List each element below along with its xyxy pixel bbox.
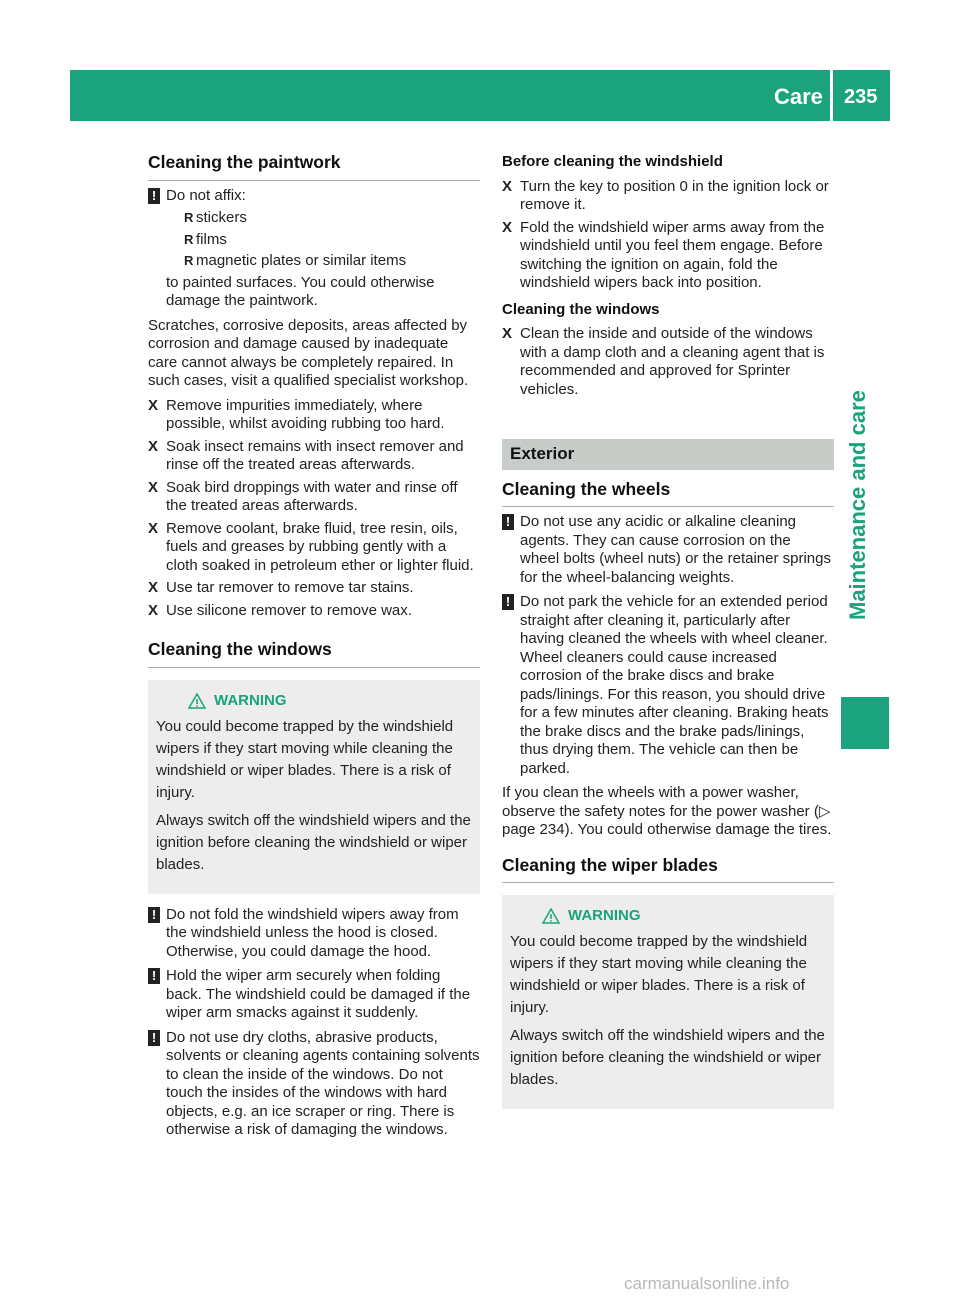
exclamation-icon: ! bbox=[148, 1030, 160, 1046]
step-arrow-icon: X bbox=[148, 437, 159, 455]
warning-box bbox=[502, 895, 834, 1109]
paragraph-scratches: Scratches, corrosive deposits, areas affected by corrosion and damage caused by inadequate care cannot always be completely repaired. In such cases, visit a qualified specialist workshop. bbox=[148, 316, 469, 389]
notice: ! Hold the wiper arm securely when folding back. The windshield could be damaged if the wiper arm smacks against it suddenly. bbox=[148, 967, 480, 1023]
notice: ! Do not park the vehicle for an extended period straight after cleaning it, particularly after having cleaned the wheels with wheel cleaner. Wheel cleaners could cause increased corrosion of the brake discs and brake pads/linings. For this reason, you should drive for a few minutes after cleaning. Braking heats the brake discs and the brake pads/linings, thus drying them. The vehicle can then be parked. bbox=[502, 593, 834, 778]
side-tab-label: Maintenance and care bbox=[845, 390, 870, 620]
warning-box bbox=[148, 680, 480, 894]
heading-cleaning-wheels: Cleaning the wheels bbox=[502, 480, 834, 508]
warning-text: You could become trapped by the windshield wipers if they start moving while cleaning the windshield or wiper blades. There is a risk of injury. bbox=[510, 933, 808, 1016]
watermark: carmanualsonline.info bbox=[624, 1274, 790, 1293]
step-item: X Soak bird droppings with water and rinse off the treated areas afterwards. bbox=[148, 478, 458, 514]
heading-cleaning-windows: Cleaning the windows bbox=[148, 640, 480, 668]
warning-header bbox=[188, 690, 472, 712]
list-item: R films bbox=[184, 231, 480, 250]
section-band-exterior: Exterior bbox=[502, 439, 834, 470]
paintwork-steps bbox=[148, 397, 480, 621]
step-item: X Remove coolant, brake fluid, tree resin, oils, fuels and greases by rubbing gently with a cloth soaked in petroleum ether or lighter fluid. bbox=[148, 519, 474, 574]
heading-before-cleaning-windshield: Before cleaning the windshield bbox=[502, 153, 723, 170]
side-tab bbox=[841, 120, 889, 720]
page-header bbox=[70, 70, 890, 121]
notice: ! Do not use any acidic or alkaline cleaning agents. They can cause corrosion on the wheel bolts (wheel nuts) or the retainer springs for the wheel-balancing weights. bbox=[502, 513, 834, 587]
paragraph-power-washer: If you clean the wheels with a power washer, observe the safety notes for the power washer (▷ page 234). You could otherwise damage the tires. bbox=[502, 784, 832, 838]
notice-do-not-affix bbox=[148, 187, 480, 311]
warning-label: WARNING bbox=[214, 691, 287, 709]
exclamation-icon: ! bbox=[148, 188, 160, 204]
warning-triangle-icon bbox=[188, 693, 206, 709]
section-title: Care bbox=[774, 84, 823, 109]
left-column bbox=[148, 145, 480, 1146]
warning-text: Always switch off the windshield wipers and the ignition before cleaning the windshield or wiper blades. bbox=[510, 1027, 825, 1088]
step-item: X Use silicone remover to remove wax. bbox=[148, 601, 412, 619]
right-column bbox=[502, 145, 834, 1121]
side-tab-marker bbox=[841, 697, 889, 749]
step-item: X Remove impurities immediately, where possible, whilst avoiding rubbing too hard. bbox=[148, 396, 445, 432]
step-arrow-icon: X bbox=[148, 396, 159, 414]
warning-triangle-icon bbox=[542, 908, 560, 924]
notice: ! Do not use dry cloths, abrasive products, solvents or cleaning agents containing solvents to clean the inside of the windows. Do not touch the insides of the windows with hard objects, e.g. an ice scraper or ring. There is otherwise a risk of damaging the windows. bbox=[148, 1029, 480, 1140]
heading-cleaning-paintwork: Cleaning the paintwork bbox=[148, 153, 480, 181]
list-item: R magnetic plates or similar items bbox=[184, 252, 480, 271]
affix-list bbox=[166, 209, 480, 271]
step-item: X Clean the inside and outside of the windows with a damp cloth and a cleaning agent that is recommended and approved for Sprinter vehicles. bbox=[502, 325, 825, 398]
warning-text: You could become trapped by the windshield wipers if they start moving while cleaning the windshield or wiper blades. There is a risk of injury. bbox=[156, 717, 454, 801]
exclamation-icon: ! bbox=[148, 907, 160, 923]
step-arrow-icon: X bbox=[148, 579, 159, 596]
exclamation-icon: ! bbox=[148, 968, 160, 984]
notice-text: to painted surfaces. You could otherwise damage the paintwork. bbox=[166, 273, 435, 309]
warning-label: WARNING bbox=[568, 907, 641, 924]
step-item: X Use tar remover to remove tar stains. bbox=[148, 579, 414, 596]
notice: ! Do not fold the windshield wipers away from the windshield unless the hood is closed. Otherwise, you could damage the hood. bbox=[148, 906, 480, 962]
step-item: X Turn the key to position 0 in the ignition lock or remove it. bbox=[502, 177, 829, 213]
heading-cleaning-windows-sub: Cleaning the windows bbox=[502, 300, 660, 318]
step-arrow-icon: X bbox=[502, 177, 513, 195]
before-steps bbox=[502, 178, 834, 293]
exclamation-icon: ! bbox=[502, 594, 514, 610]
step-arrow-icon: X bbox=[148, 519, 159, 537]
heading-cleaning-wiper-blades: Cleaning the wiper blades bbox=[502, 856, 834, 884]
list-item: R stickers bbox=[184, 209, 480, 228]
warning-header bbox=[542, 905, 826, 927]
step-arrow-icon: X bbox=[502, 325, 513, 342]
notice-text: Do not affix: bbox=[166, 186, 246, 204]
warning-text: Always switch off the windshield wipers and the ignition before cleaning the windshield or wiper blades. bbox=[156, 811, 471, 873]
step-item: X Fold the windshield wiper arms away from the windshield until you feel them engage. Before switching the ignition on again, fold the windshield wipers back into position. bbox=[502, 218, 825, 291]
step-arrow-icon: X bbox=[148, 478, 159, 496]
step-arrow-icon: X bbox=[502, 218, 513, 236]
step-item: X Soak insect remains with insect remover and rinse off the treated areas afterwards. bbox=[148, 437, 464, 473]
step-arrow-icon: X bbox=[148, 601, 159, 619]
windows-steps bbox=[502, 325, 834, 399]
page-number: 235 bbox=[844, 86, 878, 108]
header-divider bbox=[830, 70, 833, 121]
exclamation-icon: ! bbox=[502, 514, 514, 530]
